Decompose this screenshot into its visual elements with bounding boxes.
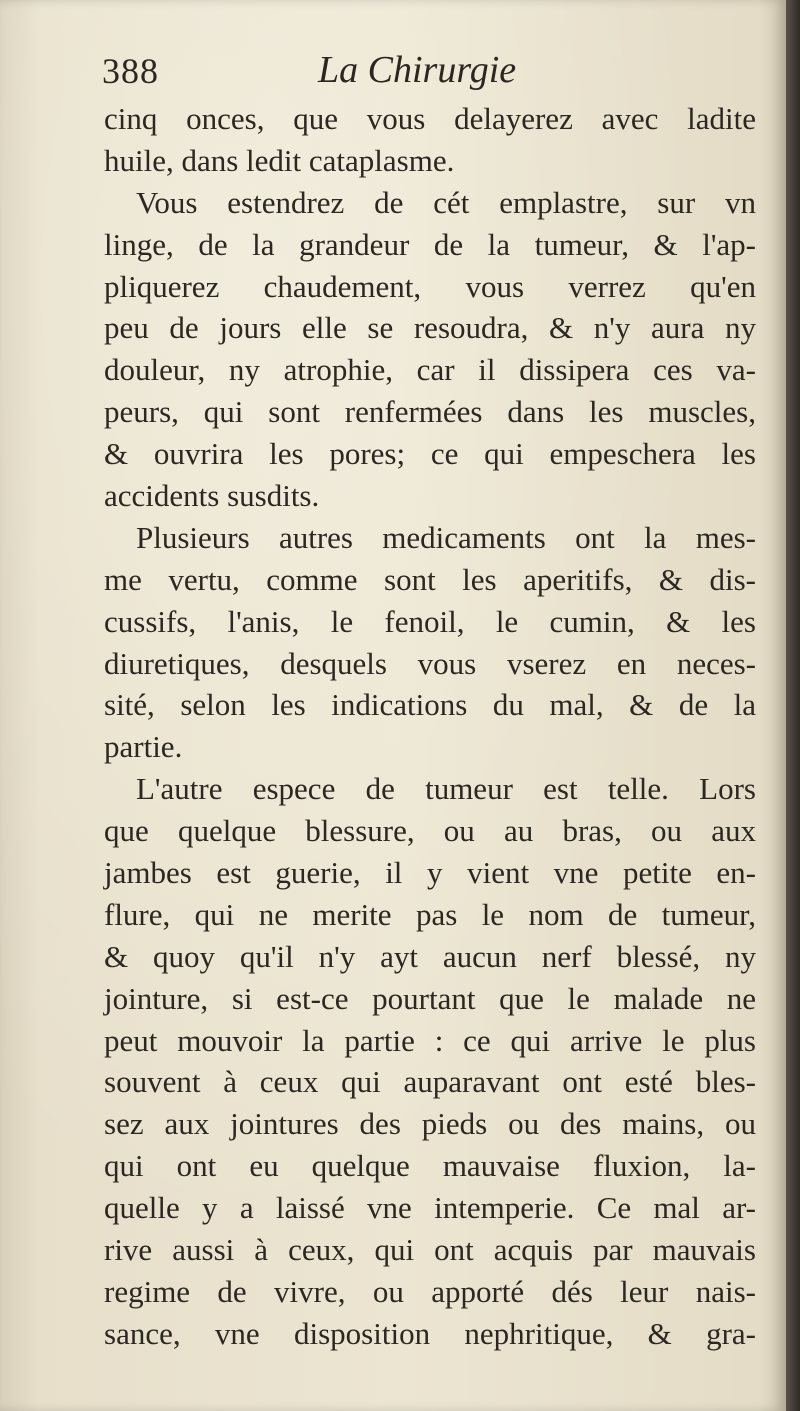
text-line: partie. [104, 729, 183, 765]
page-edge-shadow [786, 0, 800, 1411]
text-line: sance, vne disposition nephritique, & gra- [104, 1315, 756, 1351]
text-line: flure, qui ne merite pas le nom de tumeur, [104, 896, 756, 932]
text-line: peu de jours elle se resoudra, & n'y aura ny [104, 310, 756, 346]
page-header [100, 46, 760, 96]
text-line: jointure, si est-ce pourtant que le malade ne [104, 980, 756, 1016]
text-line: me vertu, comme sont les aperitifs, & dis- [104, 561, 756, 597]
text-line: accidents susdits. [104, 478, 320, 514]
text-line: cinq onces, que vous delayerez avec ladite [104, 101, 756, 136]
text-line: cussifs, l'anis, le fenoil, le cumin, & les [104, 603, 756, 639]
text-line: & ouvrira les pores; ce qui empeschera les [104, 436, 756, 472]
text-line: sité, selon les indications du mal, & de la [104, 687, 756, 723]
text-line: sez aux jointures des pieds ou des mains, ou [104, 1106, 756, 1142]
text-line: qui ont eu quelque mauvaise fluxion, la- [104, 1148, 756, 1184]
text-line: quelle y a laissé vne intemperie. Ce mal ar- [104, 1190, 756, 1226]
text-line: rive aussi à ceux, qui ont acquis par mauvais [104, 1232, 756, 1268]
text-line: L'autre espece de tumeur est telle. Lors [136, 771, 756, 807]
text-line: diuretiques, desquels vous vserez en neces- [104, 645, 756, 681]
page-number: 388 [102, 51, 159, 91]
running-title: La Chirurgie [318, 49, 517, 91]
text-line: Plusieurs autres medicaments ont la mes- [136, 519, 756, 555]
text-line: & quoy qu'il n'y ayt aucun nerf blessé, ny [104, 938, 756, 974]
text-line: linge, de la grandeur de la tumeur, & l'ap- [104, 226, 756, 262]
text-line: peurs, qui sont renfermées dans les muscles, [104, 394, 756, 430]
text-line: Vous estendrez de cét emplastre, sur vn [136, 184, 756, 220]
text-line: souvent à ceux qui auparavant ont esté bles- [104, 1064, 756, 1100]
text-line: jambes est guerie, il y vient vne petite en- [104, 855, 756, 891]
text-line: peut mouvoir la partie : ce qui arrive le plus [104, 1022, 756, 1058]
text-line: regime de vivre, ou apporté dés leur nais- [104, 1273, 756, 1309]
text-line: douleur, ny atrophie, car il dissipera ces va- [104, 352, 756, 388]
body-text [104, 98, 756, 1355]
text-line: que quelque blessure, ou au bras, ou aux [104, 813, 756, 849]
text-line: huile, dans ledit cataplasme. [104, 142, 455, 178]
text-line: pliquerez chaudement, vous verrez qu'en [104, 268, 756, 304]
